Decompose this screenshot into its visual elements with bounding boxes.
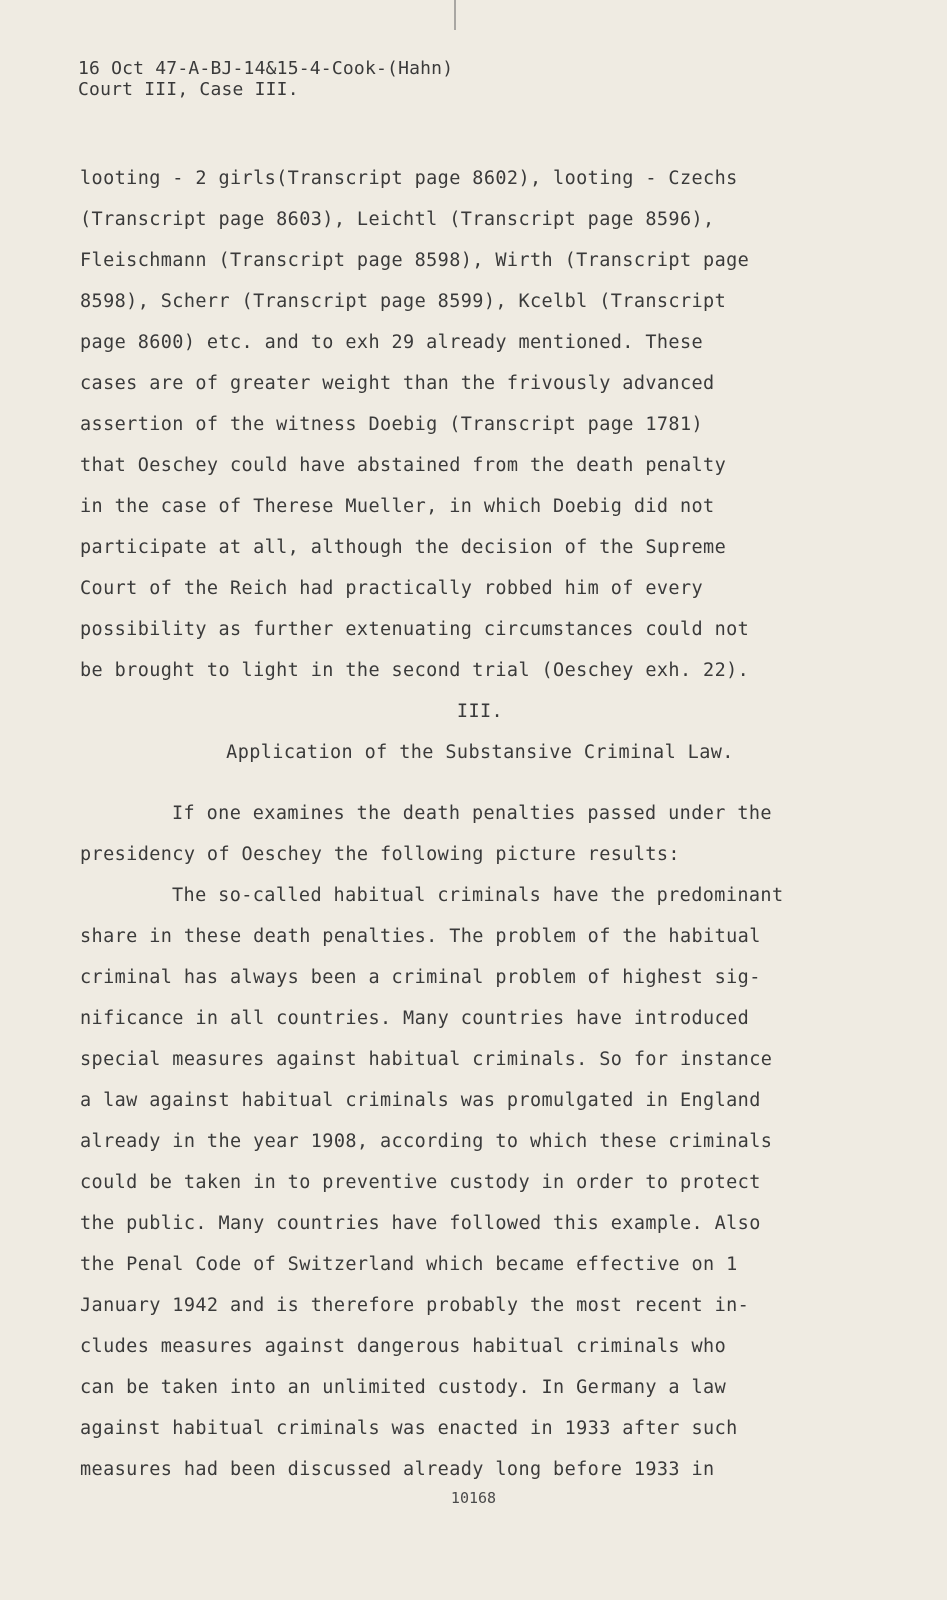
text-line: participate at all, although the decision of the Supreme (80, 537, 727, 558)
text-line: against habitual criminals was enacted in 1933 after such (80, 1418, 738, 1439)
text-line: be brought to light in the second trial (Oeschey exh. 22). (80, 660, 750, 681)
text-line: the public. Many countries have followed this example. Also (80, 1213, 761, 1234)
text-line: criminal has always been a criminal problem of highest sig- (80, 967, 761, 988)
text-line: looting - 2 girls(Transcript page 8602), looting - Czechs (80, 168, 738, 189)
text-line: could be taken in to preventive custody in order to protect (80, 1172, 761, 1193)
text-line: already in the year 1908, according to which these criminals (80, 1131, 773, 1152)
text-line: nificance in all countries. Many countries have introduced (80, 1008, 750, 1029)
document-header (78, 58, 453, 100)
text-line: cases are of greater weight than the frivously advanced (80, 373, 715, 394)
text-line: special measures against habitual criminals. So for instance (80, 1049, 773, 1070)
punch-mark (454, 0, 456, 30)
text-line: cludes measures against dangerous habitual criminals who (80, 1336, 727, 1357)
text-line: Fleischmann (Transcript page 8598), Wirth (Transcript page (80, 250, 750, 271)
text-line: page 8600) etc. and to exh 29 already mentioned. These (80, 332, 704, 353)
text-line: possibility as further extenuating circumstances could not (80, 619, 750, 640)
text-line: a law against habitual criminals was promulgated in England (80, 1090, 761, 1111)
text-line: January 1942 and is therefore probably the most recent in- (80, 1295, 750, 1316)
text-line: the Penal Code of Switzerland which became effective on 1 (80, 1254, 738, 1275)
text-line: in the case of Therese Mueller, in which Doebig did not (80, 496, 715, 517)
text-line: assertion of the witness Doebig (Transcript page 1781) (80, 414, 704, 435)
header-reference-line: 16 Oct 47-A-BJ-14&15-4-Cook-(Hahn) (78, 58, 454, 79)
section-number: III. (456, 701, 504, 722)
header-court-line: Court III, Case III. (78, 79, 299, 100)
text-line: that Oeschey could have abstained from the death penalty (80, 455, 727, 476)
text-line: The so-called habitual criminals have the predominant (172, 885, 784, 906)
spacer (80, 773, 910, 793)
page-number: 10168 (450, 1489, 497, 1507)
section-title: Application of the Substansive Criminal Law. (226, 742, 734, 763)
document-body (80, 158, 910, 1490)
text-line: 8598), Scherr (Transcript page 8599), Kcelbl (Transcript (80, 291, 727, 312)
text-line: Court of the Reich had practically robbed him of every (80, 578, 704, 599)
text-line: can be taken into an unlimited custody. In Germany a law (80, 1377, 727, 1398)
text-line: share in these death penalties. The problem of the habitual (80, 926, 761, 947)
text-line: If one examines the death penalties passed under the (172, 803, 772, 824)
text-line: measures had been discussed already long before 1933 in (80, 1459, 715, 1480)
text-line: (Transcript page 8603), Leichtl (Transcript page 8596), (80, 209, 715, 230)
text-line: presidency of Oeschey the following picture results: (80, 844, 680, 865)
